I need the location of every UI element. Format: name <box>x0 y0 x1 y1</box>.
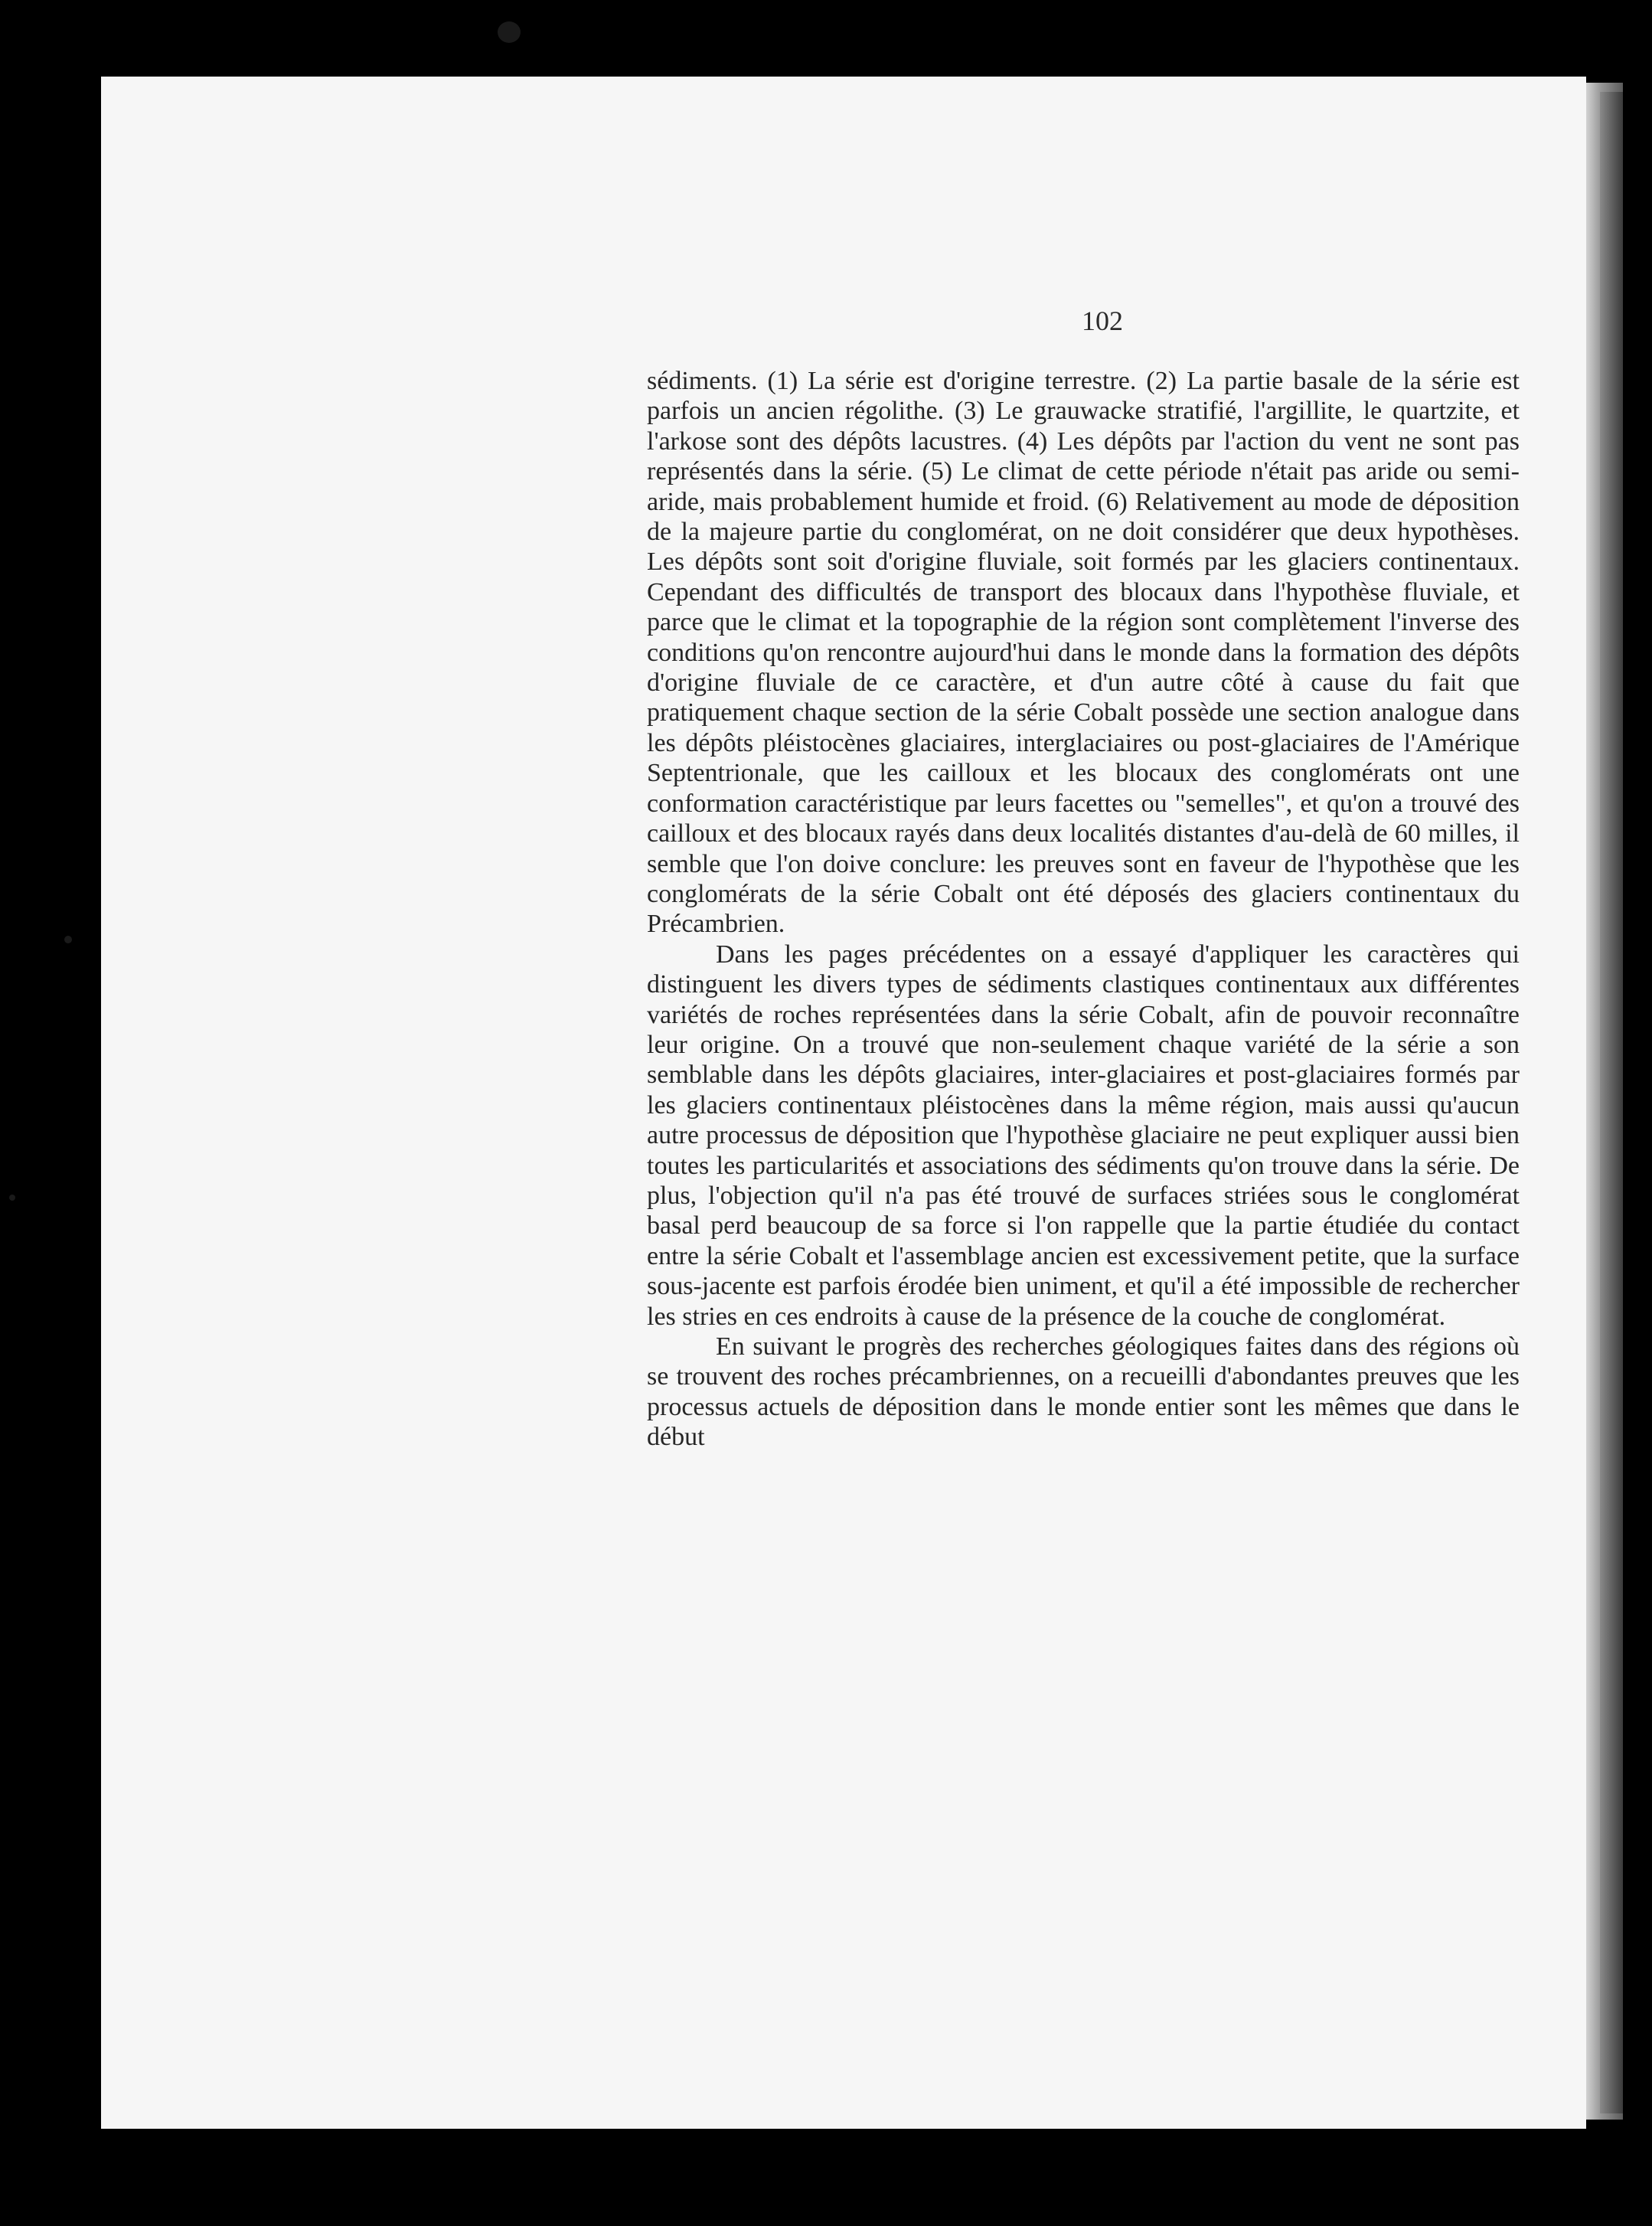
paragraph-2: Dans les pages précédentes on a essayé d'appliquer les caractères qui distinguent les divers types de sédiments clastiques continentaux aux différentes variétés de roches représentées dans la série Cobalt, afin de pouvoir reconnaître leur origine. On a trouvé que non-seulement chaque variété de la série a son semblable dans les dépôts glaciaires, inter-glaciaires et post-glaciaires formés par les glaciers continentaux pléistocènes dans la même région, mais aussi qu'aucun autre processus de déposition que l'hypothèse glaciaire ne peut expliquer aussi bien toutes les particularités et associations des sédiments qu'on trouve dans la série. De plus, l'objection qu'il n'a pas été trouvé de surfaces striées sous le conglomérat basal perd beaucoup de sa force si l'on rappelle que la partie étudiée du contact entre la série Cobalt et l'assemblage ancien est excessivement petite, que la surface sous-jacente est parfois érodée bien uniment, et qu'il a été impossible de rechercher les stries en ces endroits à cause de la présence de la couche de conglomérat. <box>647 940 1520 1331</box>
page-number: 102 <box>1082 306 1123 336</box>
page-body-text <box>647 366 1520 1453</box>
page-shadow <box>1600 92 1623 2113</box>
paragraph-1: sédiments. (1) La série est d'origine terrestre. (2) La partie basale de la série est parfois un ancien régolithe. (3) Le grauwacke stratifié, l'argillite, le quartzite, et l'arkose sont des dépôts lacustres. (4) Les dépôts par l'action du vent ne sont pas représentés dans la série. (5) Le climat de cette période n'était pas aride ou semi-aride, mais probablement humide et froid. (6) Relativement au mode de déposition de la majeure partie du conglomérat, on ne doit considérer que deux hypothèses. Les dépôts sont soit d'origine fluviale, soit formés par les glaciers continentaux. Cependant des difficultés de transport des blocaux dans l'hypothèse fluviale, et parce que le climat et la topographie de la région sont complètement l'inverse des conditions qu'on rencontre aujourd'hui dans le monde dans la formation des dépôts d'origine fluviale de ce caractère, et d'un autre côté à cause du fait que pratiquement chaque section de la série Cobalt possède une section analogue dans les dépôts pléistocènes glaciaires, interglaciaires ou post-glaciaires de l'Amérique Septentrionale, que les cailloux et les blocaux des conglomérats ont une conformation caractéristique par leurs facettes ou "semelles", et qu'on a trouvé des cailloux et des blocaux rayés dans deux localités distantes d'au-delà de 60 milles, il semble que l'on doive conclure: les preuves sont en faveur de l'hypothèse que les conglomérats de la série Cobalt ont été déposés des glaciers continentaux du Précambrien. <box>647 367 1520 939</box>
scan-speck <box>498 21 521 43</box>
scan-speck <box>64 936 72 943</box>
paragraph-3: En suivant le progrès des recherches géologiques faites dans des régions où se trouvent des roches précambriennes, on a recueilli d'abondantes preuves que les processus actuels de déposition dans le monde entier sont les mêmes que dans le début <box>647 1332 1520 1452</box>
scan-speck <box>9 1195 15 1201</box>
